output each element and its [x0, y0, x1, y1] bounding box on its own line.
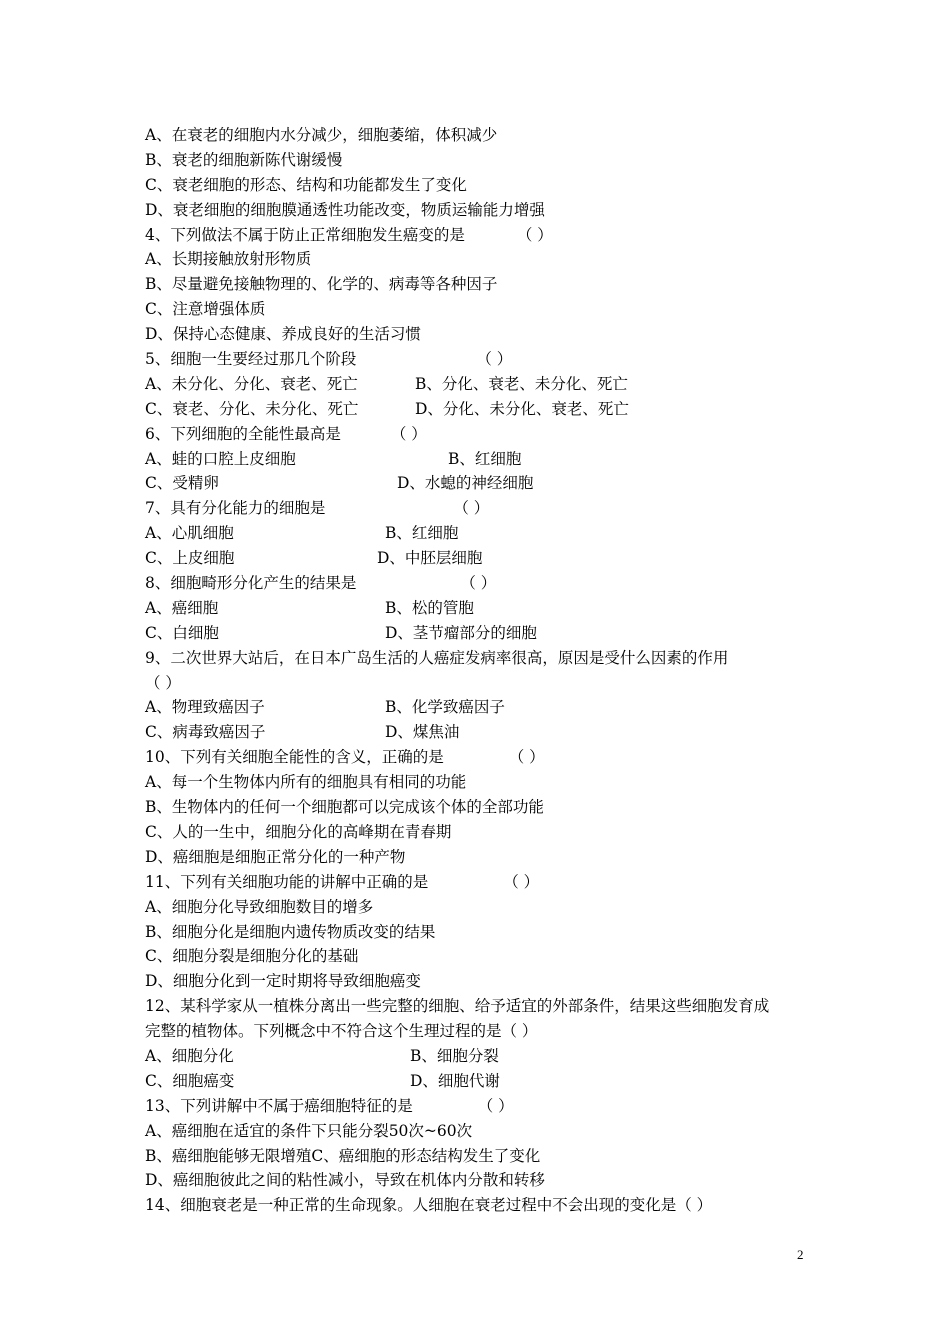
option-line: B、生物体内的任何一个细胞都可以完成该个体的全部功能 [145, 798, 544, 817]
option-d: D、中胚层细胞 [377, 549, 483, 568]
option-row [145, 546, 815, 571]
option-c: C、衰老、分化、未分化、死亡 [145, 399, 359, 418]
question-10 [145, 745, 815, 770]
option-row [145, 596, 815, 621]
answer-blank: （ ） [476, 350, 513, 369]
option-line: B、癌细胞能够无限增殖C、癌细胞的形态结构发生了变化 [145, 1146, 541, 1165]
option-line: B、衰老的细胞新陈代谢缓慢 [145, 150, 343, 169]
option-b: B、红细胞 [448, 449, 522, 468]
option-row [145, 621, 815, 646]
option-c: C、病毒致癌因子 [145, 723, 266, 742]
question-13 [145, 1094, 815, 1119]
page-number: 2 [797, 1247, 804, 1262]
question-8 [145, 571, 815, 596]
option-line: D、衰老细胞的细胞膜通透性功能改变，物质运输能力增强 [145, 200, 545, 219]
option-c: C、白细胞 [145, 623, 219, 642]
option-a: A、蛙的口腔上皮细胞 [145, 449, 296, 468]
option-line: C、人的一生中，细胞分化的高峰期在青春期 [145, 822, 452, 841]
option-a: A、未分化、分化、衰老、死亡 [145, 374, 358, 393]
option-line: A、每一个生物体内所有的细胞具有相同的功能 [145, 773, 467, 792]
answer-blank: （ ） [145, 673, 181, 692]
question-text: 5、细胞一生要经过那几个阶段 [145, 350, 357, 369]
option-line: B、细胞分化是细胞内遗传物质改变的结果 [145, 922, 436, 941]
option-d: D、细胞代谢 [410, 1071, 500, 1090]
question-12-cont: 完整的植物体。下列概念中不符合这个生理过程的是（ ） [145, 1022, 538, 1041]
option-line: C、细胞分裂是细胞分化的基础 [145, 947, 359, 966]
option-line: A、长期接触放射形物质 [145, 250, 312, 269]
question-5 [145, 347, 815, 372]
answer-blank: （ ） [508, 748, 545, 767]
option-b: B、红细胞 [385, 524, 459, 543]
option-d: D、分化、未分化、衰老、死亡 [415, 399, 629, 418]
question-text: 4、下列做法不属于防止正常细胞发生癌变的是 [145, 225, 465, 244]
question-list [145, 123, 815, 1218]
question-text: 8、细胞畸形分化产生的结果是 [145, 574, 357, 593]
option-d: D、茎节瘤部分的细胞 [385, 623, 537, 642]
question-11 [145, 870, 815, 895]
option-a: A、癌细胞 [145, 598, 219, 617]
answer-blank: （ ） [453, 499, 490, 518]
option-line: A、癌细胞在适宜的条件下只能分裂50次~60次 [145, 1121, 473, 1140]
option-row [145, 397, 815, 422]
option-b: B、细胞分裂 [410, 1046, 499, 1065]
answer-blank: （ ） [460, 574, 497, 593]
question-text: 11、下列有关细胞功能的讲解中正确的是 [145, 872, 429, 891]
option-b: B、化学致癌因子 [385, 698, 505, 717]
option-line: D、保持心态健康、养成良好的生活习惯 [145, 325, 421, 344]
option-row [145, 471, 815, 496]
option-b: B、松的管胞 [385, 598, 474, 617]
question-9: 9、二次世界大站后，在日本广岛生活的人癌症发病率很高，原因是受什么因素的作用 [145, 648, 729, 667]
option-d: D、煤焦油 [385, 723, 460, 742]
option-a: A、心肌细胞 [145, 524, 234, 543]
question-6 [145, 422, 815, 447]
option-line: D、细胞分化到一定时期将导致细胞癌变 [145, 972, 421, 991]
option-row [145, 521, 815, 546]
answer-blank: （ ） [390, 424, 427, 443]
question-14: 14、细胞衰老是一种正常的生命现象。人细胞在衰老过程中不会出现的变化是（ ） [145, 1196, 713, 1215]
option-row [145, 1044, 815, 1069]
answer-blank: （ ） [516, 225, 553, 244]
question-text: 10、下列有关细胞全能性的含义，正确的是 [145, 748, 444, 767]
option-a: A、细胞分化 [145, 1046, 234, 1065]
answer-blank: （ ） [503, 872, 540, 891]
option-c: C、细胞癌变 [145, 1071, 235, 1090]
question-7 [145, 496, 815, 521]
option-line: C、注意增强体质 [145, 300, 266, 319]
option-d: D、水螅的神经细胞 [397, 474, 534, 493]
option-row [145, 447, 815, 472]
question-12: 12、某科学家从一植株分离出一些完整的细胞、给予适宜的外部条件，结果这些细胞发育成 [145, 997, 770, 1016]
option-row [145, 372, 815, 397]
option-c: C、受精卵 [145, 474, 219, 493]
question-4 [145, 223, 815, 248]
option-row [145, 695, 815, 720]
option-line: B、尽量避免接触物理的、化学的、病毒等各种因子 [145, 275, 498, 294]
answer-blank: （ ） [477, 1096, 514, 1115]
question-text: 6、下列细胞的全能性最高是 [145, 424, 341, 443]
option-a: A、物理致癌因子 [145, 698, 265, 717]
option-line: C、衰老细胞的形态、结构和功能都发生了变化 [145, 175, 467, 194]
option-b: B、分化、衰老、未分化、死亡 [415, 374, 628, 393]
option-c: C、上皮细胞 [145, 549, 235, 568]
option-line: A、细胞分化导致细胞数目的增多 [145, 897, 374, 916]
question-text: 13、下列讲解中不属于癌细胞特征的是 [145, 1096, 413, 1115]
option-row [145, 1069, 815, 1094]
option-line: D、癌细胞彼此之间的粘性减小，导致在机体内分散和转移 [145, 1171, 545, 1190]
option-row [145, 720, 815, 745]
option-line: D、癌细胞是细胞正常分化的一种产物 [145, 847, 406, 866]
question-text: 7、具有分化能力的细胞是 [145, 499, 326, 518]
option-line: A、在衰老的细胞内水分减少，细胞萎缩，体积减少 [145, 126, 498, 144]
